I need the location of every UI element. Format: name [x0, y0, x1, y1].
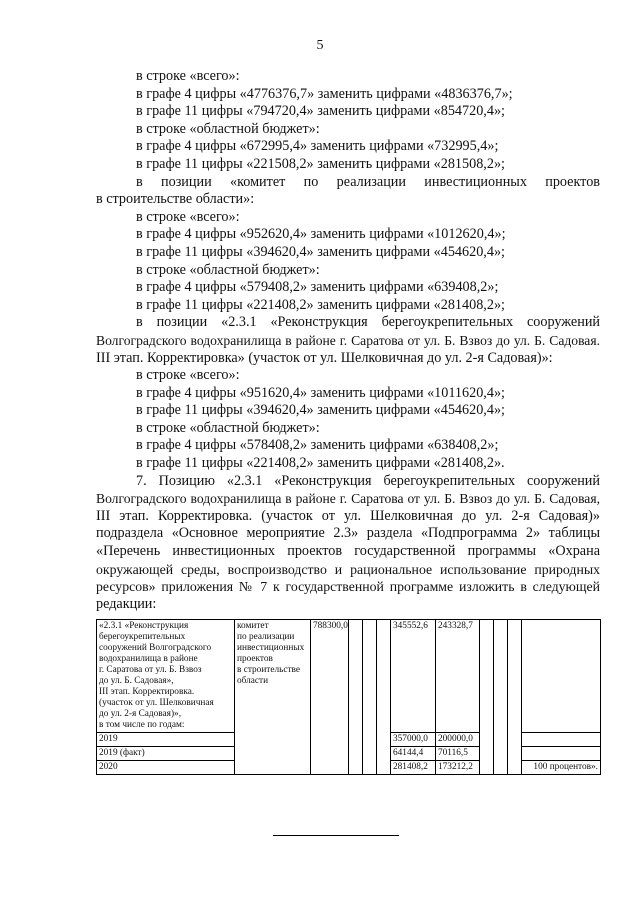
paragraph: в графе 11 цифры «394620,4» заменить цифрами «454620,4»; [136, 243, 505, 260]
empty-cell [522, 620, 601, 733]
year-cell: 2020 [97, 761, 235, 775]
paragraph: в позиции «комитет по реализации инвестиционных проектов [136, 173, 600, 190]
paragraph: «Перечень инвестиционных проектов государственной программы «Охрана [96, 543, 600, 560]
empty-cell [377, 620, 391, 775]
value-cell: 200000,0 [436, 733, 480, 747]
year-cell: 2019 (факт) [97, 747, 235, 761]
paragraph: в строке «всего»: [136, 367, 240, 384]
paragraph: в графе 4 цифры «951620,4» заменить цифрами «1011620,4»; [136, 384, 505, 401]
total-cost-cell: 788300,0 [311, 620, 349, 775]
paragraph: редакции: [96, 595, 157, 612]
value-cell: 345552,6 [391, 620, 436, 733]
paragraph: в строке «областной бюджет»: [136, 120, 320, 137]
table-row [97, 620, 601, 733]
value-cell: 357000,0 [391, 733, 436, 747]
note-cell: 100 процентов». [522, 761, 601, 775]
paragraph: в строке «областной бюджет»: [136, 261, 320, 278]
paragraph: Волгоградского водохранилища в районе г. Саратова от ул. Б. Взвоз до ул. Б. Садовая, [96, 491, 600, 507]
paragraph: III этап. Корректировка» (участок от ул. Шелковичная до ул. 2-я Садовая)»: [96, 349, 553, 366]
paragraph: 7. Позицию «2.3.1 «Реконструкция берегоукрепительных сооружений [136, 472, 600, 489]
paragraph: Волгоградского водохранилища в районе г. Саратова от ул. Б. Взвоз до ул. Б. Садовая. [96, 332, 600, 348]
paragraph: в графе 4 цифры «578408,2» заменить цифрами «638408,2»; [136, 437, 499, 454]
paragraph: в графе 4 цифры «952620,4» заменить цифрами «1012620,4»; [136, 226, 506, 243]
paragraph: в графе 11 цифры «794720,4» заменить цифрами «854720,4»; [136, 103, 505, 120]
separator-line [273, 835, 399, 836]
paragraph: в строке «всего»: [136, 68, 240, 84]
paragraph: окружающей среды, воспроизводство и рациональное использование природных [96, 561, 600, 577]
paragraph: в графе 11 цифры «221408,2» заменить цифрами «281408,2». [136, 455, 505, 472]
document-body [96, 68, 600, 613]
empty-cell [480, 620, 494, 775]
value-cell: 243328,7 [436, 620, 480, 733]
paragraph: в позиции «2.3.1 «Реконструкция берегоукрепительных сооружений [136, 314, 600, 331]
value-cell: 64144,4 [391, 747, 436, 761]
note-cell [522, 733, 601, 747]
paragraph: в строительстве области»: [96, 191, 255, 208]
paragraph: в графе 11 цифры «221408,2» заменить цифрами «281408,2»; [136, 296, 505, 313]
empty-cell [508, 620, 522, 775]
value-cell: 173212,2 [436, 761, 480, 775]
investment-project-table [96, 619, 601, 775]
paragraph: III этап. Корректировка. (участок от ул. Шелковичная до ул. 2-я Садовая)» [96, 507, 600, 524]
page-number: 5 [316, 38, 324, 53]
value-cell: 281408,2 [391, 761, 436, 775]
responsible-cell: комитет по реализации инвестиционных проектов в строительстве области [235, 620, 311, 775]
paragraph: в графе 11 цифры «221508,2» заменить цифрами «281508,2»; [136, 155, 505, 172]
paragraph: в графе 4 цифры «672995,4» заменить цифрами «732995,4»; [136, 138, 499, 155]
empty-cell [349, 620, 363, 775]
value-cell: 70116,5 [436, 747, 480, 761]
paragraph: в строке «всего»: [136, 208, 240, 225]
paragraph: в графе 4 цифры «4776376,7» заменить цифрами «4836376,7»; [136, 85, 513, 102]
paragraph: подраздела «Основное мероприятие 2.3» раздела «Подпрограмма 2» таблицы [96, 525, 600, 542]
empty-cell [494, 620, 508, 775]
paragraph: в графе 11 цифры «394620,4» заменить цифрами «454620,4»; [136, 402, 505, 419]
paragraph: ресурсов» приложения № 7 к государственной программе изложить в следующей [96, 579, 600, 595]
paragraph: в графе 4 цифры «579408,2» заменить цифрами «639408,2»; [136, 279, 499, 296]
year-cell: 2019 [97, 733, 235, 747]
paragraph: в строке «областной бюджет»: [136, 419, 320, 436]
empty-cell [363, 620, 377, 775]
note-cell [522, 747, 601, 761]
project-name-cell: «2.3.1 «Реконструкция берегоукрепительных сооружений Волгоградского водохранилища в районе г. Саратова от ул. Б. Взвоз до ул. Б. Садовая», III этап. Корректировка. (участок от ул. Шелковичная до ул. 2-я Садовая)», в том числе по годам: [97, 620, 235, 733]
